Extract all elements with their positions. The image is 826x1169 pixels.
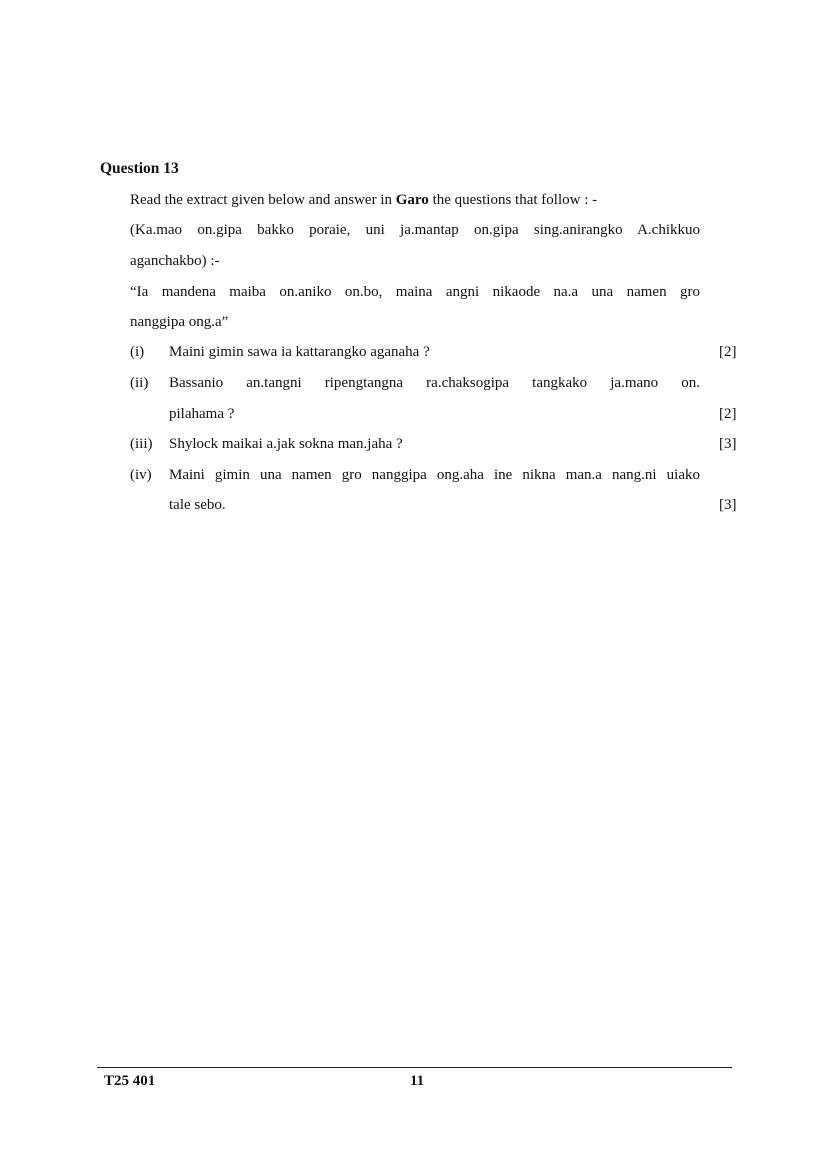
instruction-language: Garo	[395, 192, 429, 208]
instruction-text-pre: Read the extract given below and answer in	[130, 192, 396, 208]
instruction-text-post: the questions that follow : -	[428, 192, 598, 208]
item-marks-iv: [3]	[719, 497, 737, 513]
item-number-iv: (iv)	[130, 467, 152, 483]
item-text-i: Maini gimin sawa ia kattarangko aganaha ?	[169, 344, 430, 360]
extract-line-1: “Ia mandena maiba on.aniko on.bo, maina angni nikaode na.a una namen gro	[130, 284, 700, 300]
item-number-i: (i)	[130, 344, 145, 360]
item-text-ii-line-2: pilahama ?	[169, 406, 235, 422]
footer-divider	[97, 1067, 732, 1068]
item-marks-iii: [3]	[719, 436, 737, 452]
item-text-iii: Shylock maikai a.jak sokna man.jaha ?	[169, 436, 403, 452]
garo-instruction-line-1: (Ka.mao on.gipa bakko poraie, uni ja.mantap on.gipa sing.anirangko A.chikkuo	[130, 222, 700, 238]
item-marks-i: [2]	[719, 344, 737, 360]
item-number-ii: (ii)	[130, 375, 149, 391]
garo-instruction-line-2: aganchakbo) :-	[130, 253, 220, 269]
item-number-iii: (iii)	[130, 436, 153, 452]
paper-code: T25 401	[104, 1073, 156, 1089]
question-heading: Question 13	[100, 160, 179, 177]
extract-line-2: nanggipa ong.a”	[130, 314, 229, 330]
item-text-iv-line-2: tale sebo.	[169, 497, 226, 513]
instruction-line	[130, 191, 700, 209]
page-number: 11	[410, 1073, 425, 1089]
item-text-iv-line-1: Maini gimin una namen gro nanggipa ong.aha ine nikna man.a nang.ni uiako	[169, 467, 700, 483]
item-marks-ii: [2]	[719, 406, 737, 422]
item-text-ii-line-1: Bassanio an.tangni ripengtangna ra.chaksogipa tangkako ja.mano on.	[169, 375, 700, 391]
